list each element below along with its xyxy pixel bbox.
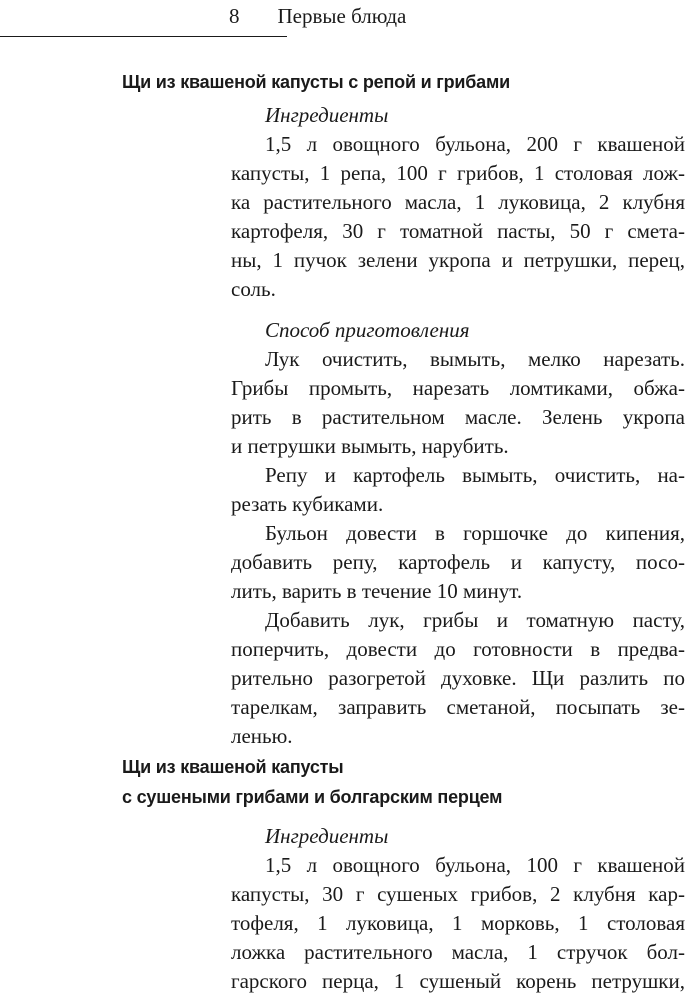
text-line: капусты, 30 г сушеных грибов, 2 клубня кар- — [231, 882, 685, 906]
text-line: добавить репу, картофель и капусту, посо- — [231, 550, 685, 574]
text-line: тофеля, 1 луковица, 1 морковь, 1 столовая — [231, 911, 685, 935]
recipe-title — [122, 752, 502, 812]
ingredients-text — [231, 851, 685, 996]
text-line: Добавить лук, грибы и томатную пасту, — [265, 608, 685, 632]
header-rule — [0, 36, 287, 37]
recipe-title: Щи из квашеной капусты с репой и грибами — [122, 72, 510, 92]
text-line: лить, варить в течение 10 минут. — [231, 579, 523, 603]
text-line: тарелкам, заправить сметаной, посыпать зе- — [231, 695, 685, 719]
text-line: 1,5 л овощного бульона, 100 г квашеной — [265, 853, 685, 877]
ingredients-label: Ингредиенты — [265, 824, 389, 848]
text-line: соль. — [231, 277, 276, 301]
text-line: поперчить, довести до готовности в предва- — [231, 637, 685, 661]
page-number: 8 — [229, 4, 240, 28]
method-paragraph — [231, 606, 685, 751]
ingredients-section — [231, 101, 685, 304]
method-label: Способ приготовления — [265, 318, 470, 342]
text-line: и петрушки вымыть, нарубить. — [231, 434, 509, 458]
method-paragraph — [231, 345, 685, 461]
text-line: капусты, 1 репа, 100 г грибов, 1 столовая лож- — [231, 161, 685, 185]
text-line: картофеля, 30 г томатной пасты, 50 г смета- — [231, 219, 685, 243]
method-paragraph — [231, 519, 685, 606]
text-line: Бульон довести в горшочке до кипения, — [265, 521, 685, 545]
ingredients-label: Ингредиенты — [265, 103, 389, 127]
text-line: Лук очистить, вымыть, мелко нарезать. — [265, 347, 685, 371]
text-line: ны, 1 пучок зелени укропа и петрушки, перец, — [231, 248, 685, 272]
text-line: ложка растительного масла, 1 стручок бол- — [231, 940, 685, 964]
text-line: ка растительного масла, 1 луковица, 2 клубня — [231, 190, 685, 214]
recipe-title-line: с сушеными грибами и болгарским перцем — [122, 787, 503, 807]
text-line: 1,5 л овощного бульона, 200 г квашеной — [265, 132, 685, 156]
text-line: резать кубиками. — [231, 492, 384, 516]
running-title: Первые блюда — [277, 4, 407, 28]
running-head — [229, 4, 406, 29]
text-line: Репу и картофель вымыть, очистить, на- — [265, 463, 685, 487]
text-line: рительно разогретой духовке. Щи разлить по — [231, 666, 685, 690]
text-line: ленью. — [231, 724, 293, 748]
ingredients-section — [231, 822, 685, 996]
method-paragraph — [231, 461, 685, 519]
text-line: гарского перца, 1 сушеный корень петрушки, — [231, 969, 685, 993]
method-text — [231, 345, 685, 751]
text-line: Грибы промыть, нарезать ломтиками, обжа- — [231, 376, 685, 400]
text-line: рить в растительном масле. Зелень укропа — [231, 405, 685, 429]
recipe-title-line: Щи из квашеной капусты — [122, 757, 344, 777]
method-section — [231, 316, 685, 751]
ingredients-text — [231, 130, 685, 304]
